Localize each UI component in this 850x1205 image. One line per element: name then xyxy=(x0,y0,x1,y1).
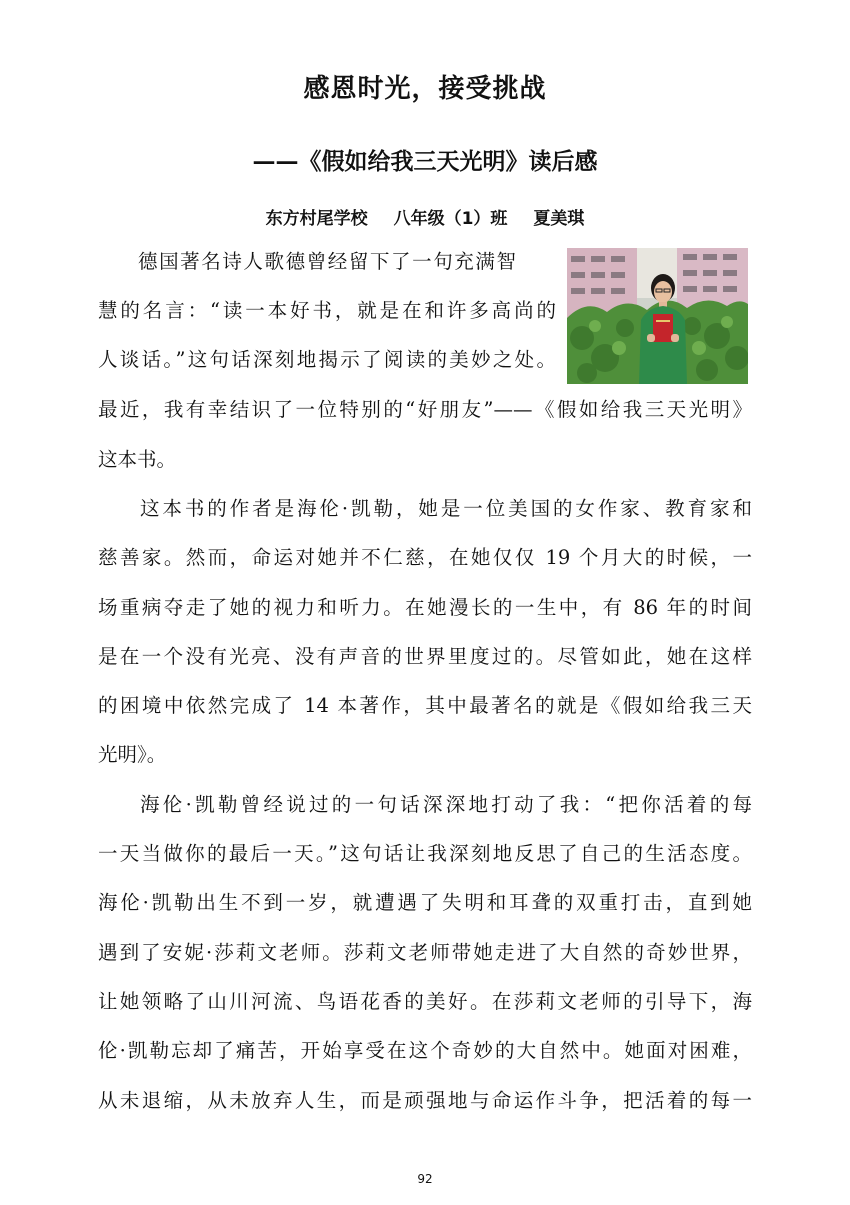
article-title: 感恩时光，接受挑战 xyxy=(303,74,547,104)
body-line: 是在一个没有光亮、没有声音的世界里度过的。尽管如此，她在这样 xyxy=(98,645,752,668)
body-line: 慈善家。然而，命运对她并不仁慈，在她仅仅 19 个月大的时候，一 xyxy=(98,546,752,569)
body-line: 遇到了安妮·莎莉文老师。莎莉文老师带她走进了大自然的奇妙世界， xyxy=(98,941,752,964)
byline xyxy=(0,204,850,229)
body-line: 人谈话。”这句话深刻地揭示了阅读的美妙之处。 xyxy=(98,348,556,371)
body-line: 慧的名言：“读一本好书，就是在和许多高尚的 xyxy=(98,299,556,322)
body-line: 一天当做你的最后一天。”这句话让我深刻地反思了自己的生活态度。 xyxy=(98,842,752,865)
body-line: 这本书的作者是海伦·凯勒，她是一位美国的女作家、教育家和 xyxy=(140,497,752,520)
body-line: 从未退缩，从未放弃人生，而是顽强地与命运作斗争，把活着的每一 xyxy=(98,1089,752,1112)
byline-class: 八年级（1）班 xyxy=(393,209,508,229)
body-line: 场重病夺走了她的视力和听力。在她漫长的一生中，有 86 年的时间 xyxy=(98,596,752,619)
body-line: 这本书。 xyxy=(98,448,177,471)
body-line: 让她领略了山川河流、鸟语花香的美好。在莎莉文老师的引导下，海 xyxy=(98,990,752,1013)
author-photo xyxy=(567,248,748,384)
body-line: 海伦·凯勒曾经说过的一句话深深地打动了我：“把你活着的每 xyxy=(140,793,752,816)
body-line: 光明》。 xyxy=(98,743,167,766)
body-line: 伦·凯勒忘却了痛苦，开始享受在这个奇妙的大自然中。她面对困难， xyxy=(98,1039,752,1062)
byline-author: 夏美琪 xyxy=(533,209,585,229)
page-number: 92 xyxy=(417,1172,433,1186)
body-line: 德国著名诗人歌德曾经留下了一句充满智 xyxy=(138,250,516,273)
byline-school: 东方村尾学校 xyxy=(265,209,368,229)
body-line: 的困境中依然完成了 14 本著作，其中最著名的就是《假如给我三天 xyxy=(98,694,752,717)
body-line: 最近，我有幸结识了一位特别的“好朋友”——《假如给我三天光明》 xyxy=(98,398,752,421)
body-line: 海伦·凯勒出生不到一岁，就遭遇了失明和耳聋的双重打击，直到她 xyxy=(98,891,752,914)
article-subtitle: ——《假如给我三天光明》读后感 xyxy=(252,148,598,175)
